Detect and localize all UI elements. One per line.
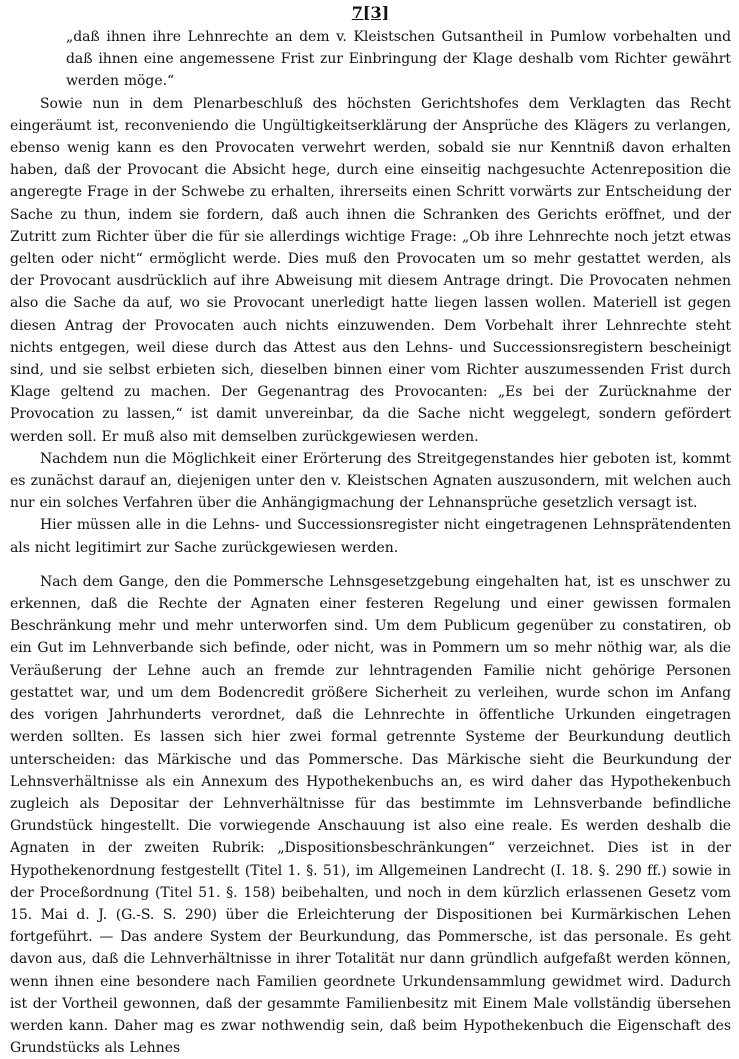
paragraph-2: Nachdem nun die Möglichkeit einer Erörterung des Streitgegenstandes hier geboten ist, kommt es zunächst darauf an, diejenigen unter den v. Kleistschen Agnaten auszusondern, mit welchen auch nur ein solches Verfahren über die Anhängigmachung der Lehnansprüche gesetzlich versagt ist.: [10, 450, 731, 512]
body-text: [10, 93, 731, 1059]
quote-text: „daß ihnen ihre Lehnrechte an dem v. Kleistschen Gutsantheil in Pumlow vorbehalten und daß ihnen eine angemessene Frist zur Einbringung der Klage deshalb vom Richter gewährt werden möge.“: [66, 29, 731, 90]
paragraph-3: Hier müssen alle in die Lehns- und Successionsregister nicht eingetragenen Lehnsprätendenten als nicht legitimirt zur Sache zurückgewiesen werden.: [10, 517, 731, 556]
paragraph-1: Sowie nun in dem Plenarbeschluß des höchsten Gerichtshofes dem Verklagten das Recht eingeräumt ist, reconveniendo die Ungültigkeitserklärung der Ansprüche des Klägers zu verlangen, ebenso wenig kann es den Provocaten verwehrt werden, sobald sie nur Kenntniß davon erhalten haben, daß der Provocant die Absicht hege, durch eine einseitig nachgesuchte Actenreposition die angeregte Frage in der Schwebe zu erhalten, ihrerseits einen Schritt vorwärts zur Entscheidung der Sache zu thun, indem sie fordern, daß auch ihnen die Schranken des Gerichts eröffnet, und der Zutritt zum Richter über die für sie allerdings wichtige Frage: „Ob ihre Lehnrechte noch jetzt etwas gelten oder nicht“ ermöglicht werde. Dies muß den Provocaten um so mehr gestattet werden, als der Provocant ausdrücklich auf ihre Abweisung mit diesem Antrage dringt. Die Provocaten nehmen also die Sache da auf, wo sie Provocant unerledigt hatte liegen lassen wollen. Materiell ist gegen diesen Antrag der Provocaten auch nichts einzuwenden. Dem Vorbehalt ihrer Lehnrechte steht nichts entgegen, weil diese durch das Attest aus den Lehns- und Successionsregistern bescheinigt sind, und sie selbst erbieten sich, dieselben binnen einer vom Richter auszumessenden Frist durch Klage geltend zu machen. Der Gegenantrag des Provocanten: „Es bei der Zurücknahme der Provocation zu lassen,“ ist damit unvereinbar, da die Sache nicht weggelegt, sondern gefördert werden soll. Er muß also mit demselben zurückgewiesen werden.: [10, 95, 731, 445]
page-number: 7[3]: [351, 3, 390, 22]
quoted-passage: [10, 26, 731, 93]
paragraph-4: Nach dem Gange, den die Pommersche Lehnsgesetzgebung eingehalten hat, ist es unschwer zu erkennen, daß die Rechte der Agnaten einer festeren Regelung und einer gewissen formalen Beschränkung mehr und mehr unterworfen sind. Um dem Publicum gegenüber zu constatiren, ob ein Gut im Lehnverbande sich befinde, oder nicht, was in Pommern um so mehr nöthig war, als die Veräußerung der Lehne auch an fremde zur lehntragenden Familie nicht gehörige Personen gestattet war, und um dem Bodencredit größere Sicherheit zu verleihen, wurde schon im Anfang des vorigen Jahrhunderts verordnet, daß die Lehnrechte in öffentliche Urkunden eingetragen werden sollten. Es lassen sich hier zwei formal getrennte Systeme der Beurkundung deutlich unterscheiden: das Märkische und das Pommersche. Das Märkische sieht die Beurkundung der Lehnsverhältnisse als ein Annexum des Hypothekenbuchs an, es wird daher das Hypothekenbuch zugleich als Depositar der Lehnverhältnisse für das bestimmte im Lehnsverbande befindliche Grundstück hingestellt. Die vorwiegende Anschauung ist also eine reale. Es werden deshalb die Agnaten in der zweiten Rubrik: „Dispositionsbeschränkungen“ verzeichnet. Dies ist in der Hypothekenordnung festgestellt (Titel 1. §. 51), im Allgemeinen Landrecht (I. 18. §. 290 ff.) sowie in der Proceßordnung (Titel 51. §. 158) beibehalten, und noch in dem kürzlich erlassenen Gesetz vom 15. Mai d. J. (G.-S. S. 290) über die Erleichterung der Dispositionen bei Kurmärkischen Lehen fortgeführt. — Das andere System der Beurkundung, das Pommersche, ist das personale. Es geht davon aus, daß die Lehnverhältnisse in ihrer Totalität nur dann gründlich aufgefaßt werden können, wenn ihnen eine besondere nach Familien geordnete Urkundensammlung gewidmet wird. Dadurch ist der Vortheil gewonnen, daß der gesammte Familienbesitz mit Einem Male vollständig übersehen werden kann. Daher mag es zwar nothwendig sein, daß beim Hypothekenbuch die Eigenschaft des Grundstücks als Lehnes: [10, 573, 731, 1057]
